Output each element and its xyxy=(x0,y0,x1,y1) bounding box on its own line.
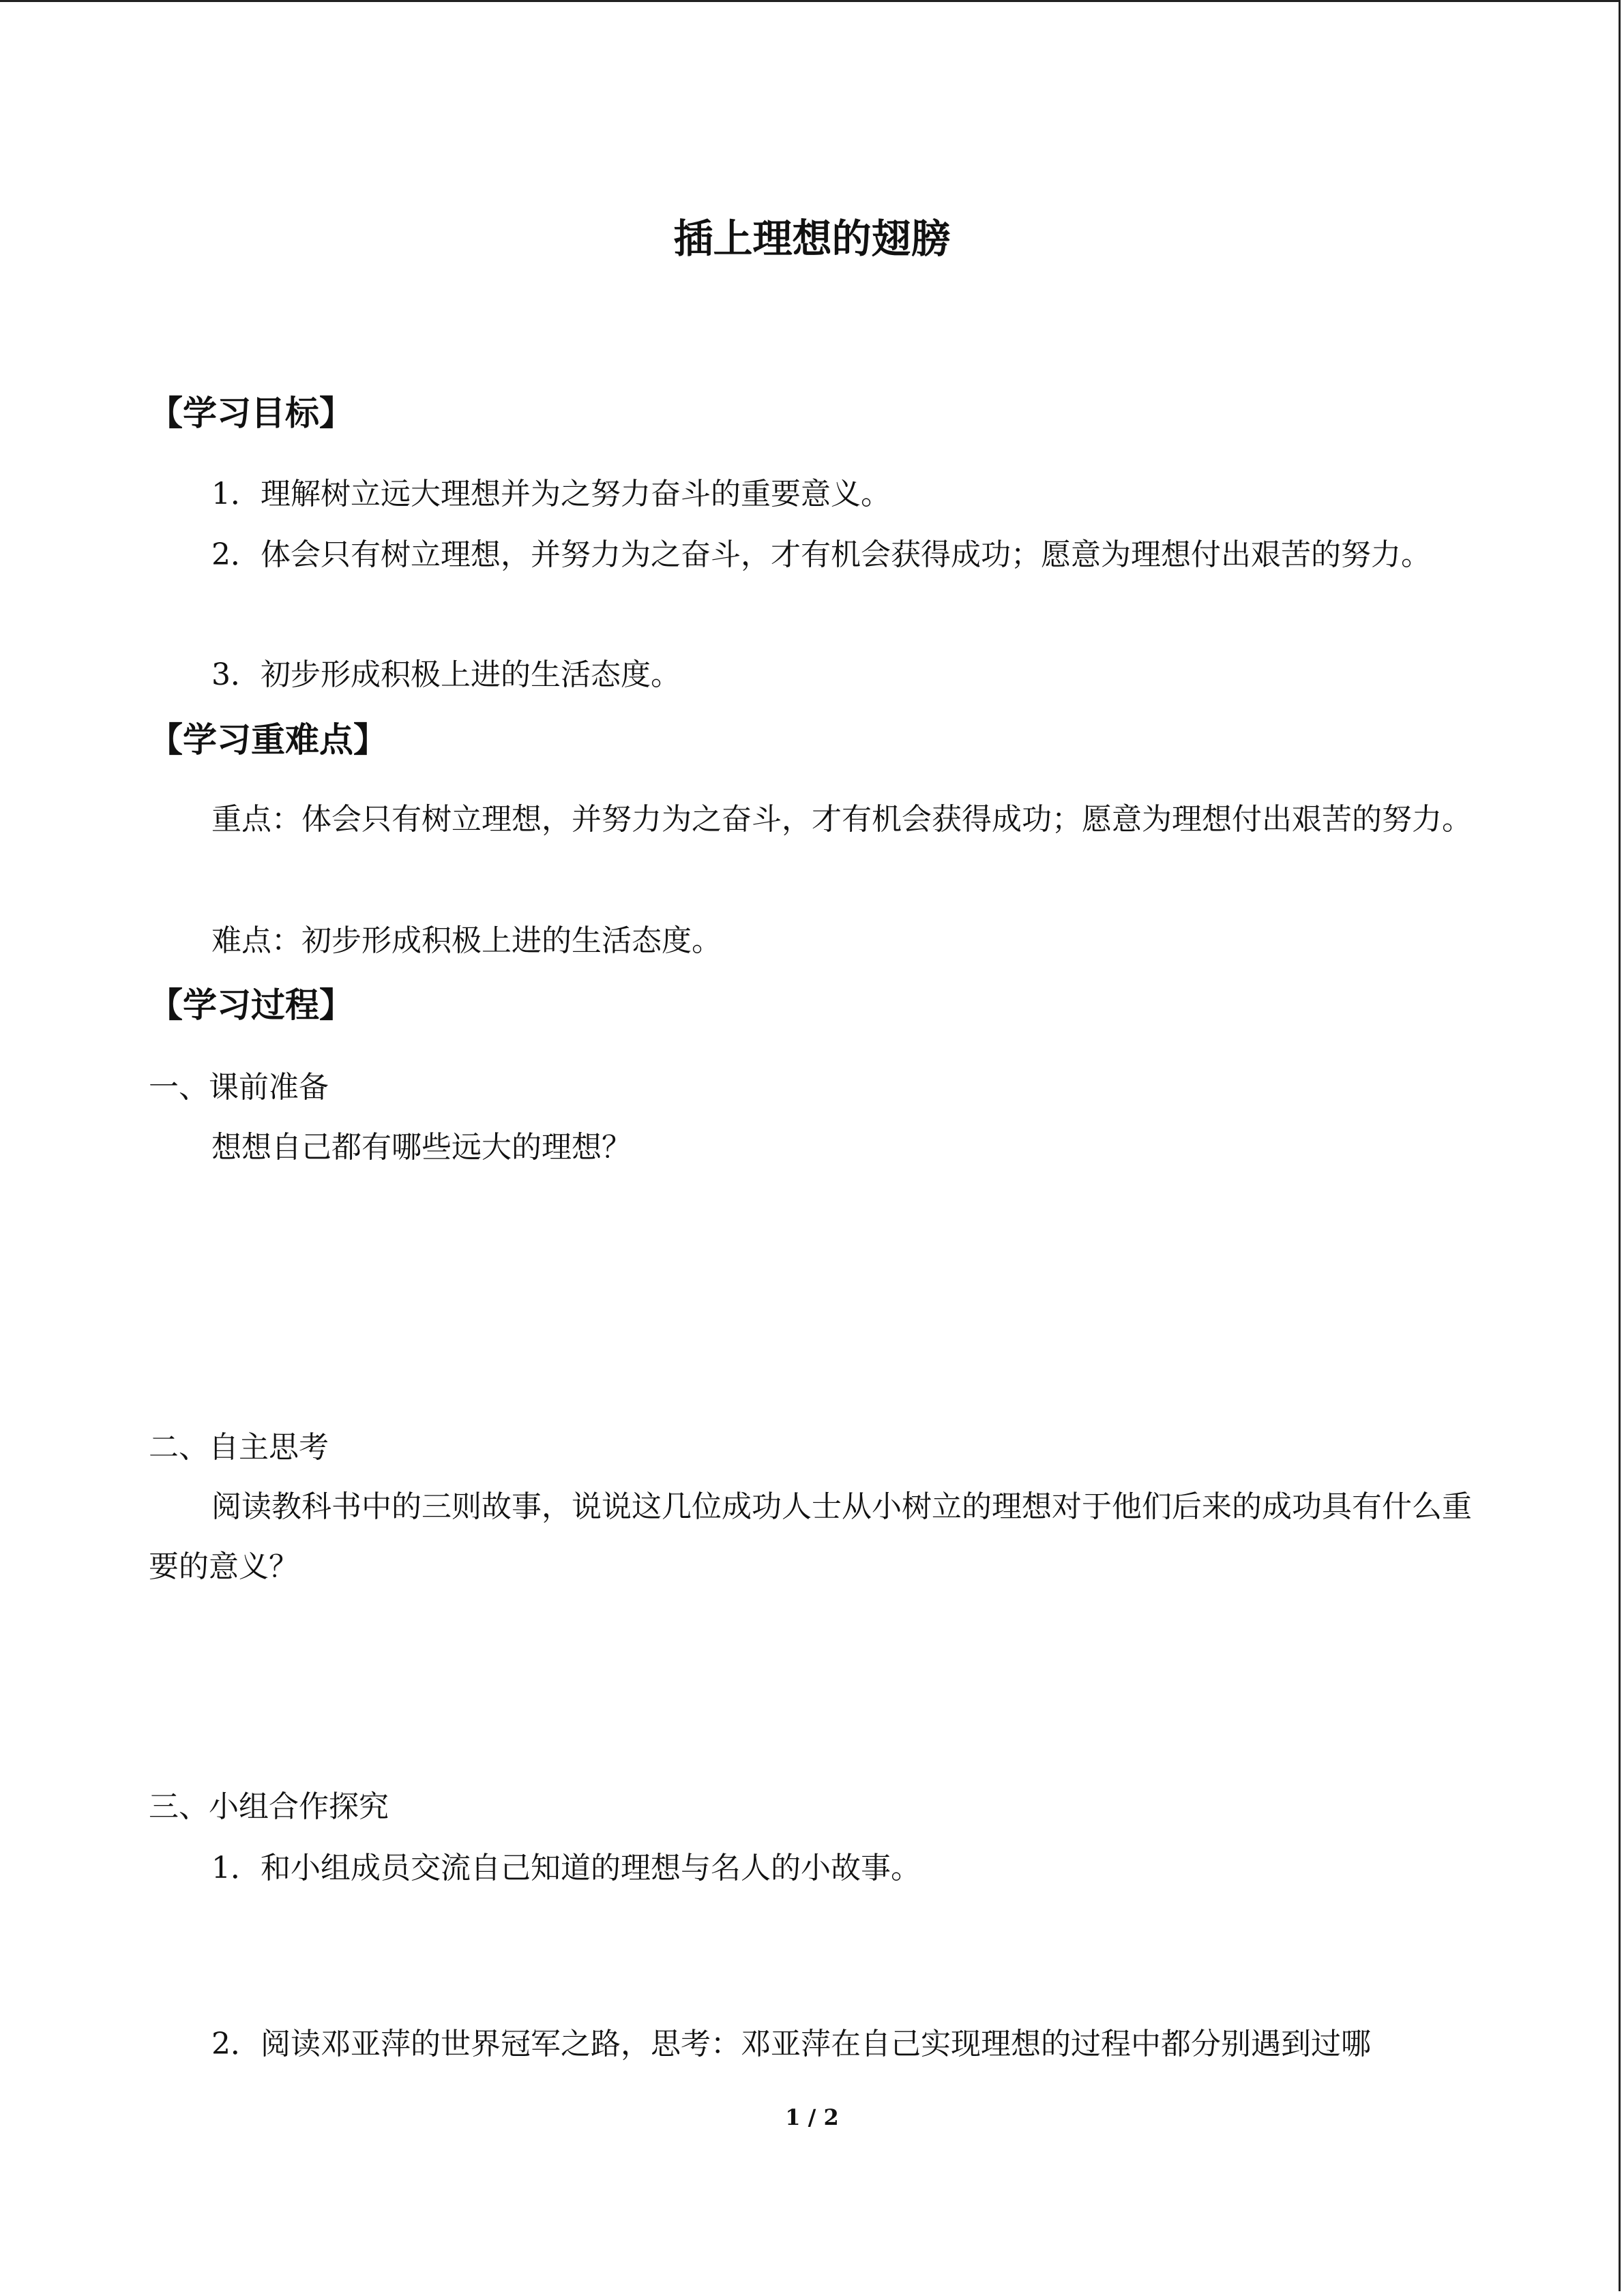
goals-item-3: 3．初步形成积极上进的生活态度。 xyxy=(211,657,681,692)
part1-title: 一、课前准备 xyxy=(149,1070,329,1105)
document-title: 插上理想的翅膀 xyxy=(673,215,951,262)
difficulty-item: 难点：初步形成积极上进的生活态度。 xyxy=(211,923,722,958)
part3-item-1: 1．和小组成员交流自己知道的理想与名人的小故事。 xyxy=(211,1851,921,1885)
page-number: 1 / 2 xyxy=(785,2104,839,2130)
part3-item-2: 2．阅读邓亚萍的世界冠军之路，思考：邓亚萍在自己实现理想的过程中都分别遇到过哪 xyxy=(211,2027,1371,2061)
key-points-heading: 【学习重难点】 xyxy=(149,720,387,760)
goals-item-1: 1．理解树立远大理想并为之努力奋斗的重要意义。 xyxy=(211,477,891,511)
part3-title: 三、小组合作探究 xyxy=(149,1789,389,1824)
goals-heading: 【学习目标】 xyxy=(149,393,353,433)
part1-text: 想想自己都有哪些远大的理想？ xyxy=(211,1130,632,1165)
part2-title: 二、自主思考 xyxy=(149,1430,329,1465)
goals-item-2: 2．体会只有树立理想，并努力为之奋斗，才有机会获得成功；愿意为理想付出艰苦的努力。 xyxy=(211,537,1431,572)
part2-text: 阅读教科书中的三则故事，说说这几位成功人士从小树立的理想对于他们后来的成功具有什么重要的意义？ xyxy=(149,1489,1472,1584)
key-point-item: 重点：体会只有树立理想，并努力为之奋斗，才有机会获得成功；愿意为理想付出艰苦的努力。 xyxy=(211,802,1472,837)
process-heading: 【学习过程】 xyxy=(149,985,353,1025)
